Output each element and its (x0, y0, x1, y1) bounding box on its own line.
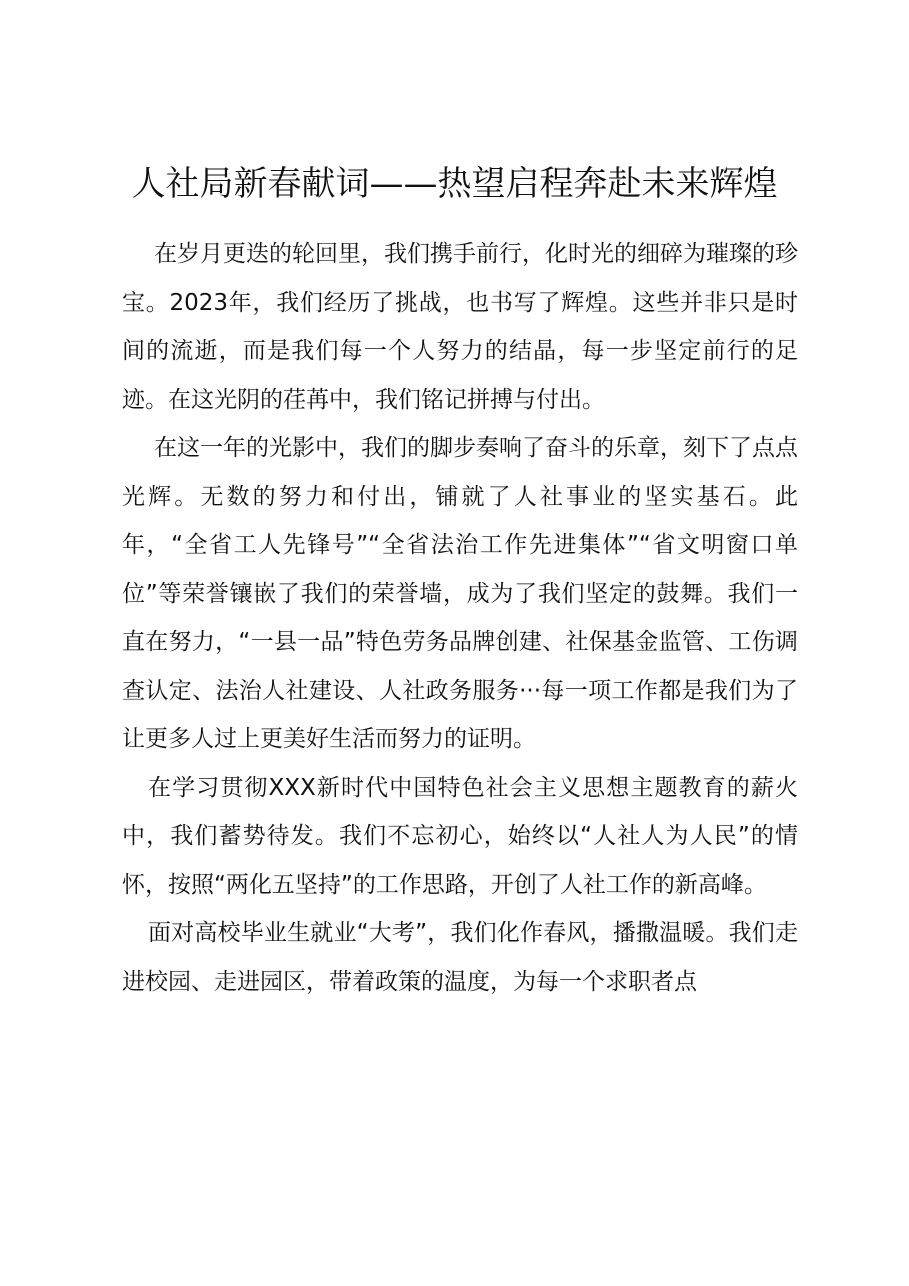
document-body (122, 230, 798, 1006)
paragraph-1: 在岁月更迭的轮回里，我们携手前行，化时光的细碎为璀璨的珍宝。2023年，我们经历了挑战，也书写了辉煌。这些并非只是时间的流逝，而是我们每一个人努力的结晶，每一步坚定前行的足迹。在这光阴的荏苒中，我们铭记拼搏与付出。 (122, 241, 798, 413)
paragraph-2: 在这一年的光影中，我们的脚步奏响了奋斗的乐章，刻下了点点光辉。无数的努力和付出，铺就了人社事业的坚实基石。此年，“全省工人先锋号”“全省法治工作先进集体”“省文明窗口单位”等荣誉镶嵌了我们的荣誉墙，成为了我们坚定的鼓舞。我们一直在努力，“一县一品”特色劳务品牌创建、社保基金监管、工伤调查认定、法治人社建设、人社政务服务···每一项工作都是我们为了让更多人过上更美好生活而努力的证明。 (122, 435, 798, 752)
paragraph-3: 在学习贯彻XXX新时代中国特色社会主义思想主题教育的薪火中，我们蓄势待发。我们不忘初心，始终以“人社人为人民”的情怀，按照“两化五坚持”的工作思路，开创了人社工作的新高峰。 (122, 774, 798, 898)
paragraph-4: 面对高校毕业生就业“大考”，我们化作春风，播撒温暖。我们走进校园、走进园区，带着政策的温度，为每一个求职者点 (122, 920, 798, 995)
document-title: 人社局新春献词——热望启程奔赴未来辉煌 (131, 164, 778, 204)
